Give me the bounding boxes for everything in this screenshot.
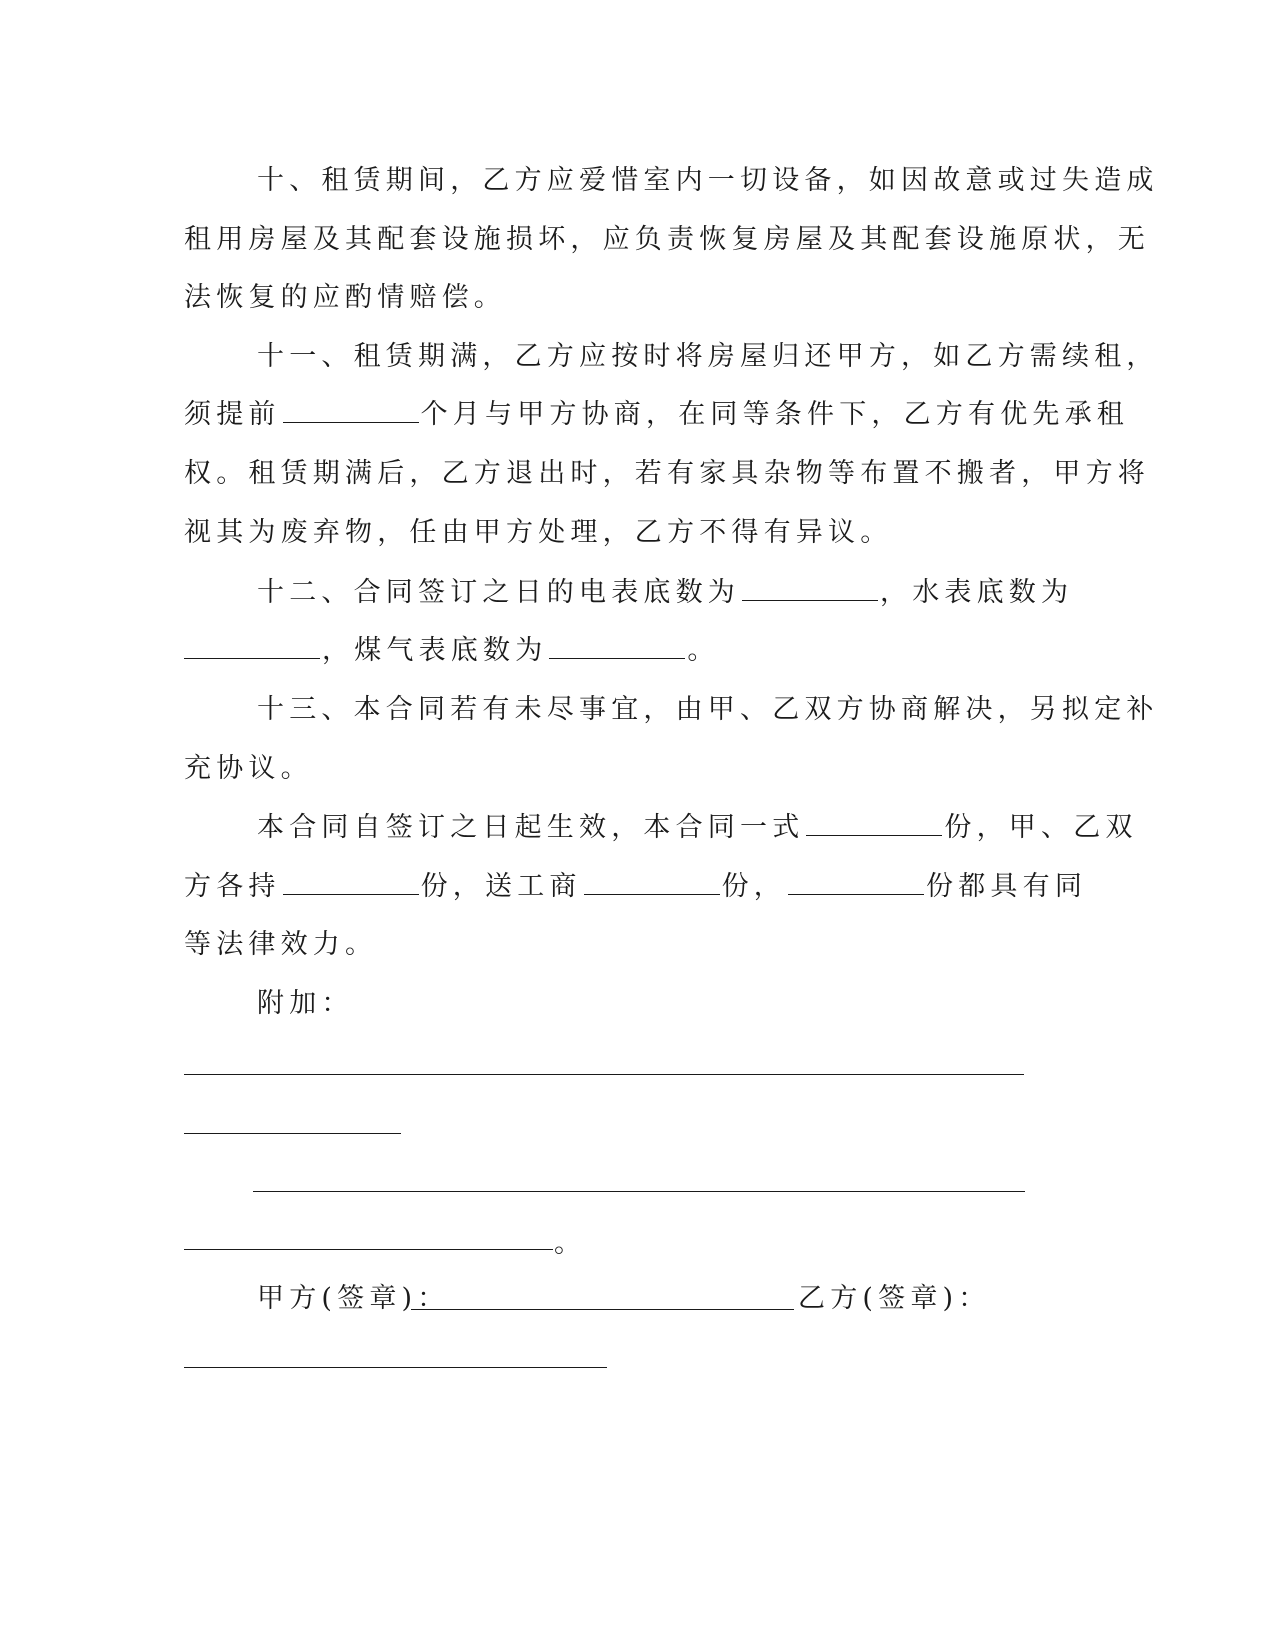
clause-11-line-4: 视其为废弃物，任由甲方处理，乙方不得有异议。 [184, 517, 893, 548]
effect-line-2 [184, 869, 1087, 905]
effect-line-3: 等法律效力。 [184, 929, 378, 960]
appendix-rule-3[interactable] [253, 1191, 1025, 1192]
effect-to-commerce: 份，送工商 [420, 871, 582, 902]
clause-11-line-3: 权。租赁期满后，乙方退出时，若有家具杂物等布置不搬者，甲方将 [184, 458, 1150, 489]
clause-12-line-2 [184, 633, 720, 669]
party-b-signature-label: 乙方(签章)： [798, 1283, 991, 1314]
water-meter-reading-blank[interactable] [184, 634, 320, 659]
clause-11-line-1: 十一、租赁期满，乙方应按时将房屋归还甲方，如乙方需续租， [257, 341, 1159, 372]
clause-10-line-2: 租用房屋及其配套设施损坏，应负责恢复房屋及其配套设施原状，无 [184, 224, 1150, 255]
copies-each-party-blank[interactable] [283, 870, 419, 895]
total-copies-blank[interactable] [806, 811, 942, 836]
appendix-label: 附加： [257, 988, 354, 1019]
party-a-signature-label: 甲方(签章)： [257, 1283, 450, 1314]
party-b-signature-line[interactable] [184, 1367, 607, 1368]
clause-12-water-label: ，水表底数为 [880, 577, 1074, 608]
appendix-rule-1[interactable] [184, 1074, 1024, 1075]
clause-11-prefix: 须提前 [184, 399, 281, 430]
effect-equal-validity: 份都具有同 [926, 871, 1088, 902]
renewal-notice-months-blank[interactable] [283, 398, 419, 423]
appendix-rule-4[interactable] [184, 1249, 553, 1250]
appendix-end-mark: 。 [554, 1228, 587, 1259]
effect-copies: 份， [721, 871, 787, 902]
effect-each-holds: 方各持 [184, 871, 281, 902]
copies-other-blank[interactable] [788, 870, 924, 895]
clause-11-line-2 [184, 397, 1129, 433]
clause-13-line-1: 十三、本合同若有未尽事宜，由甲、乙双方协商解决，另拟定补 [257, 694, 1159, 725]
clause-12-prefix: 十二、合同签订之日的电表底数为 [257, 577, 740, 608]
gas-meter-reading-blank[interactable] [549, 634, 685, 659]
clause-10-line-1: 十、租赁期间，乙方应爱惜室内一切设备，如因故意或过失造成 [257, 165, 1159, 196]
clause-10-line-3: 法恢复的应酌情赔偿。 [184, 282, 506, 313]
effect-prefix: 本合同自签订之日起生效，本合同一式 [257, 812, 805, 843]
copies-commerce-bureau-blank[interactable] [584, 870, 720, 895]
clause-13-line-2: 充协议。 [184, 753, 313, 784]
appendix-rule-2[interactable] [184, 1133, 401, 1134]
party-a-signature-line[interactable] [411, 1309, 794, 1310]
clause-12-line-1 [257, 575, 1073, 611]
clause-11-suffix: 个月与甲方协商，在同等条件下，乙方有优先承租 [420, 399, 1130, 430]
clause-12-end: 。 [687, 635, 720, 666]
clause-12-gas-label: ，煤气表底数为 [322, 635, 548, 666]
effect-line-1 [257, 810, 1138, 846]
effect-suffix: 份，甲、乙双 [944, 812, 1138, 843]
electric-meter-reading-blank[interactable] [742, 576, 878, 601]
